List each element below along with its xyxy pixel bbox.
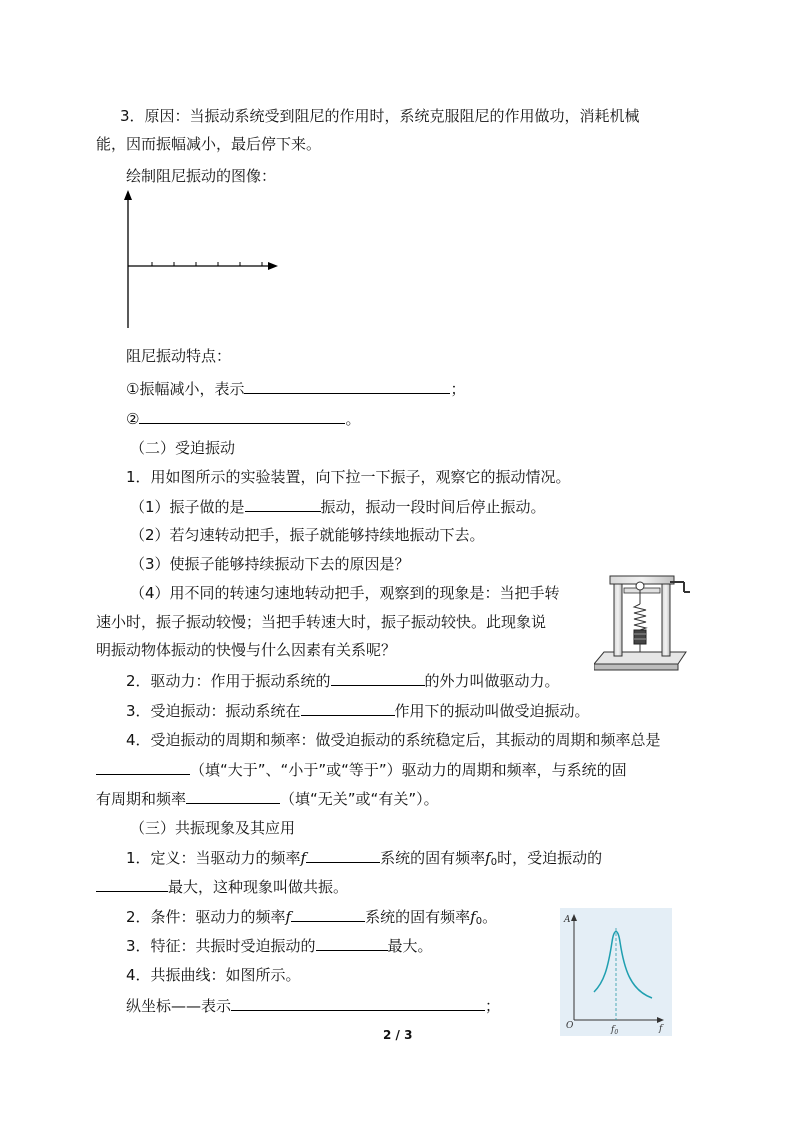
blank-1[interactable] [244,377,450,394]
reason-line-1: 3．原因：当振动系统受到阻尼的作用时，系统克服阻尼的作用做功，消耗机械 [120,107,640,125]
page-number: 2 / 3 [383,1028,413,1042]
feature-item-1: ①振幅减小，表示 ； [126,377,465,400]
forced-q1-4-line3: 明振动物体振动的快慢与什么因素有关系呢？ [96,641,397,659]
features-title: 阻尼振动特点： [126,347,232,365]
forced-q1-3: （3）使振子能够持续振动下去的原因是？ [130,555,410,573]
forced-q4-line1: 4．受迫振动的周期和频率：做受迫振动的系统稳定后，其振动的周期和频率总是 [126,731,661,749]
origin-label: O [566,1021,574,1031]
draw-graph-label: 绘制阻尼振动的图像： [126,167,277,185]
blank-12[interactable] [231,994,485,1011]
resonance-condition: 2．条件：驱动力的频率f 系统的固有频率$f_0$。 [126,905,497,933]
resonance-curve-label: 4．共振曲线：如图所示。 [126,966,301,984]
resonance-def-line1: 1．定义：当驱动力的频率f 系统的固有频率$f_0$时，受迫振动的 [126,846,602,874]
forced-heading: （二）受迫振动 [130,439,236,457]
forced-q4-line3: 有周期和频率 （填“无关”或“有关”）。 [96,787,439,810]
blank-5[interactable] [301,699,395,716]
blank-3[interactable] [245,495,321,512]
forced-q3: 3．受迫振动：振动系统在 作用下的振动叫做受迫振动。 [126,699,590,722]
blank-7[interactable] [186,787,280,804]
x-axis-label: f [659,1024,663,1034]
forced-q1-1: （1）振子做的是 振动，振动一段时间后停止振动。 [130,495,546,518]
reason-line-2: 能，因而振幅减小，最后停下来。 [96,135,322,153]
forced-q1-4-line1: （4）用不同的转速匀速地转动把手，观察到的现象是：当把手转 [130,584,560,602]
blank-9[interactable] [96,875,168,892]
y-axis-label: A [564,915,571,925]
blank-8[interactable] [306,846,380,863]
blank-10[interactable] [291,905,365,922]
ordinate-line: 纵坐标——表示 ； [126,994,500,1017]
blank-6[interactable] [96,758,190,775]
blank-11[interactable] [316,934,388,951]
blank-2[interactable] [139,407,345,424]
forced-q1-2: （2）若匀速转动把手，振子就能够持续地振动下去。 [130,526,485,544]
damped-vibration-axes [118,190,283,332]
peak-frequency-label: $f_0$ [611,1025,619,1036]
resonance-feature: 3．特征：共振时受迫振动的 最大。 [126,934,433,957]
resonance-def-line2: 最大，这种现象叫做共振。 [96,875,348,898]
blank-4[interactable] [331,669,425,686]
forced-q1: 1．用如图所示的实验装置，向下拉一下振子，观察它的振动情况。 [126,468,571,486]
forced-q1-4-line2: 速小时，振子振动较慢；当把手转速大时，振子振动较快。此现象说 [96,613,547,631]
resonance-curve-figure [560,908,672,1036]
feature-item-2: ② 。 [126,407,360,430]
forced-q4-line2: （填“大于”、“小于”或“等于”）驱动力的周期和频率，与系统的固 [96,758,627,781]
resonance-heading: （三）共振现象及其应用 [130,819,296,837]
forced-vibration-apparatus-illustration [594,572,696,674]
forced-q2: 2．驱动力：作用于振动系统的 的外力叫做驱动力。 [126,669,560,692]
